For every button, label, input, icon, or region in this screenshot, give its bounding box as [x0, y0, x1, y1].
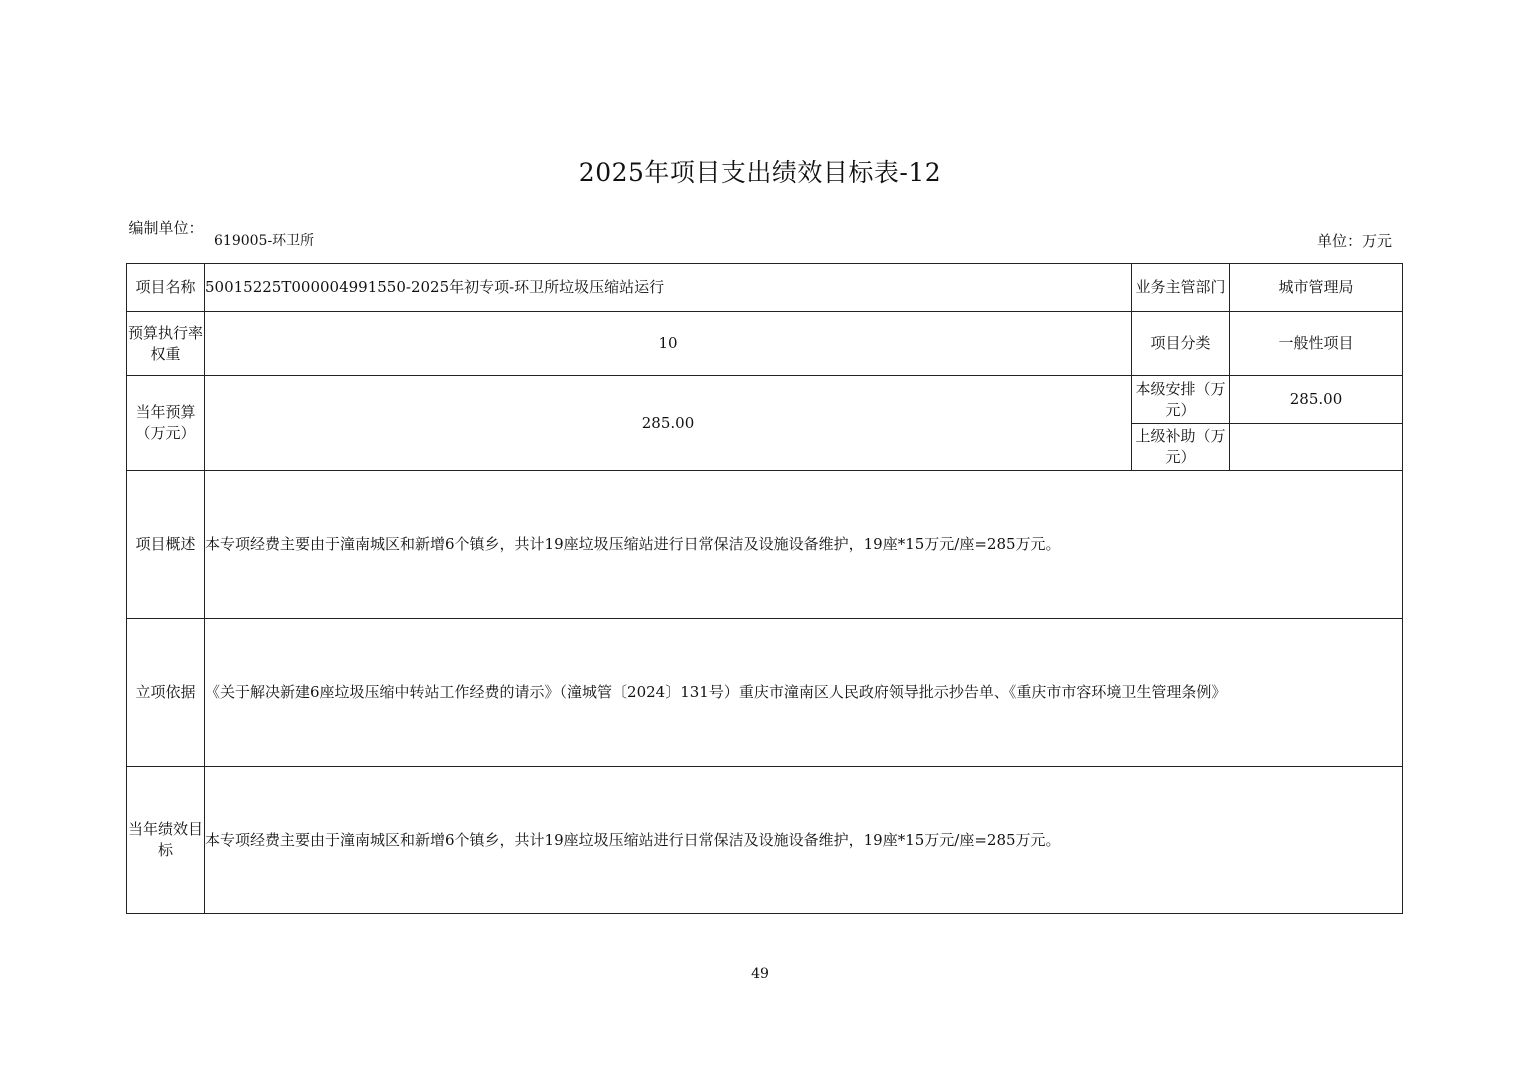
row-budget	[127, 376, 1403, 424]
row-basis	[127, 619, 1403, 767]
row-overview	[127, 471, 1403, 619]
basis-value: 《关于解决新建6座垃圾压缩中转站工作经费的请示》（潼城管〔2024〕131号）重庆市潼南区人民政府领导批示抄告单、《重庆市市容环境卫生管理条例》	[205, 619, 1403, 767]
row-goal	[127, 767, 1403, 914]
page-number: 49	[751, 966, 769, 982]
local-label: 本级安排（万元）	[1132, 376, 1230, 424]
unit-label: 编制单位：	[128, 219, 204, 237]
overview-label: 项目概述	[127, 471, 205, 619]
performance-target-table	[126, 263, 1403, 914]
goal-value: 本专项经费主要由于潼南城区和新增6个镇乡，共计19座垃圾压缩站进行日常保洁及设施设备维护，19座*15万元/座=285万元。	[205, 767, 1403, 914]
goal-label: 当年绩效目标	[127, 767, 205, 914]
page-title: 2025年项目支出绩效目标表-12	[578, 158, 942, 187]
row-exec-rate	[127, 312, 1403, 376]
category-value: 一般性项目	[1230, 312, 1403, 376]
currency-unit: 单位：万元	[1316, 232, 1392, 250]
dept-label: 业务主管部门	[1132, 264, 1230, 312]
exec-rate-value: 10	[205, 312, 1132, 376]
budget-value: 285.00	[205, 376, 1132, 471]
budget-label: 当年预算（万元）	[127, 376, 205, 471]
project-name-value: 50015225T000004991550-2025年初专项-环卫所垃圾压缩站运行	[205, 264, 1132, 312]
upper-value	[1230, 424, 1403, 471]
project-name-label: 项目名称	[127, 264, 205, 312]
local-value: 285.00	[1230, 376, 1403, 424]
basis-label: 立项依据	[127, 619, 205, 767]
upper-label: 上级补助（万元）	[1132, 424, 1230, 471]
dept-value: 城市管理局	[1230, 264, 1403, 312]
exec-rate-label: 预算执行率权重	[127, 312, 205, 376]
category-label: 项目分类	[1132, 312, 1230, 376]
overview-value: 本专项经费主要由于潼南城区和新增6个镇乡，共计19座垃圾压缩站进行日常保洁及设施设备维护，19座*15万元/座=285万元。	[205, 471, 1403, 619]
row-project-name	[127, 264, 1403, 312]
unit-value: 619005-环卫所	[214, 233, 315, 249]
